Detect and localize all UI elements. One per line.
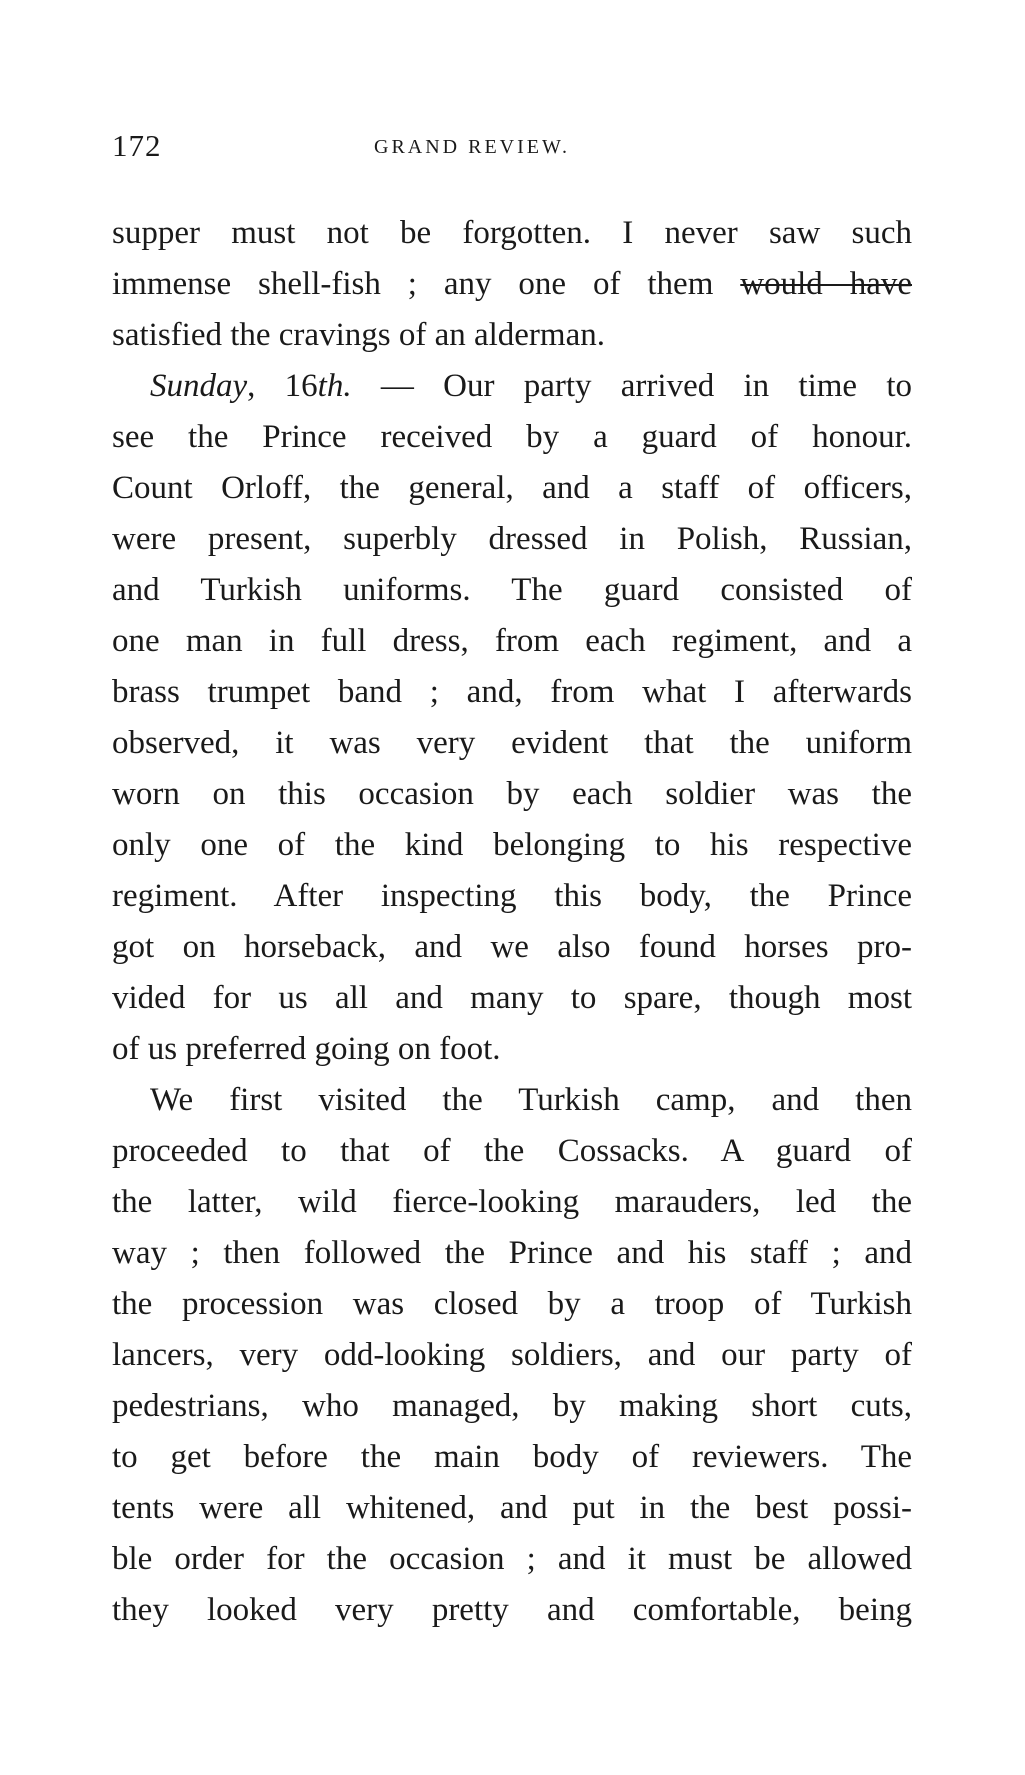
text-line: got on horseback, and we also found horses pro- (112, 929, 912, 965)
date-day: Sunday (150, 368, 248, 404)
text-line: pedestrians, who managed, by making short cuts, (112, 1388, 912, 1424)
text-line (112, 259, 912, 310)
text-line: of us preferred going on foot. (112, 1031, 501, 1067)
text-line: way ; then followed the Prince and his staff ; and (112, 1235, 912, 1271)
text-line: see the Prince received by a guard of honour. (112, 419, 912, 455)
text-line: worn on this occasion by each soldier was the (112, 776, 912, 812)
text-line: lancers, very odd-looking soldiers, and our party of (112, 1337, 912, 1373)
text-line: satisfied the cravings of an alderman. (112, 317, 605, 353)
running-head: GRAND REVIEW. (374, 136, 571, 158)
page-number: 172 (112, 128, 162, 163)
text-line: We first visited the Turkish camp, and then (150, 1082, 912, 1118)
text-line: Count Orloff, the general, and a staff of officers, (112, 470, 912, 506)
text-line: proceeded to that of the Cossacks. A guard of (112, 1133, 912, 1169)
text-line: vided for us all and many to spare, though most (112, 980, 912, 1016)
text-line: the procession was closed by a troop of Turkish (112, 1286, 912, 1322)
text-line: only one of the kind belonging to his respective (112, 827, 912, 863)
date-suffix: th. (317, 368, 352, 404)
text-line: were present, superbly dressed in Polish, Russian, (112, 521, 912, 557)
text-line: they looked very pretty and comfortable, being (112, 1592, 912, 1628)
text-line: and Turkish uniforms. The guard consisted of (112, 572, 912, 608)
body-text (112, 208, 912, 1636)
struck-text: would have (740, 266, 912, 302)
text-line: supper must not be forgotten. I never saw such (112, 215, 912, 251)
text-line: the latter, wild fierce-looking marauders, led the (112, 1184, 912, 1220)
text-line: to get before the main body of reviewers. The (112, 1439, 912, 1475)
text-line: one man in full dress, from each regiment, and a (112, 623, 912, 659)
text-line: brass trumpet band ; and, from what I afterwards (112, 674, 912, 710)
text-line: regiment. After inspecting this body, the Prince (112, 878, 912, 914)
date-number: , 16 (247, 368, 318, 404)
text-segment: — Our party arrived in time to (351, 368, 912, 404)
text-line: ble order for the occasion ; and it must be allowed (112, 1541, 912, 1577)
text-line (112, 361, 912, 412)
page-header (112, 128, 912, 168)
text-line: tents were all whitened, and put in the best possi- (112, 1490, 912, 1526)
text-segment: immense shell-fish ; any one of them (112, 266, 741, 302)
text-line: observed, it was very evident that the uniform (112, 725, 912, 761)
